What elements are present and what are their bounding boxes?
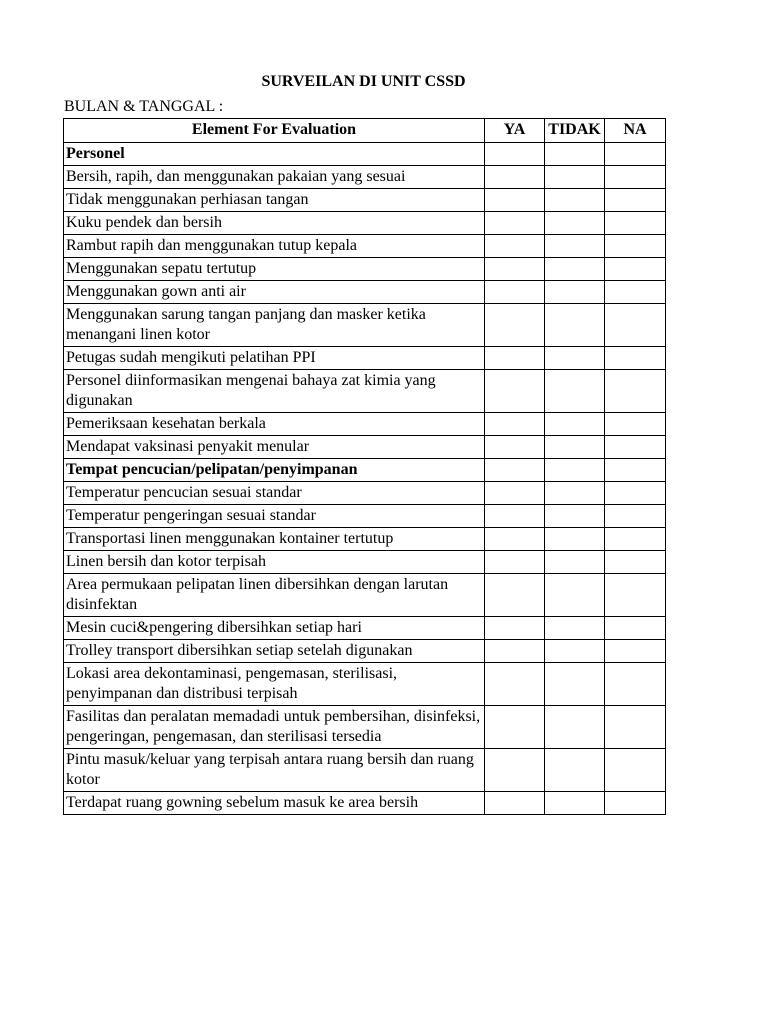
tidak-checkbox-cell[interactable] — [545, 235, 605, 258]
ya-checkbox-cell[interactable] — [485, 706, 545, 749]
table-row — [64, 189, 666, 212]
section-title: Tempat pencucian/pelipatan/penyimpanan — [64, 459, 485, 482]
tidak-checkbox-cell[interactable] — [545, 143, 605, 166]
na-checkbox-cell[interactable] — [605, 189, 666, 212]
tidak-checkbox-cell[interactable] — [545, 640, 605, 663]
ya-checkbox-cell[interactable] — [485, 663, 545, 706]
na-checkbox-cell[interactable] — [605, 212, 666, 235]
na-checkbox-cell[interactable] — [605, 640, 666, 663]
table-row — [64, 706, 666, 749]
ya-checkbox-cell[interactable] — [485, 640, 545, 663]
table-row — [64, 212, 666, 235]
na-checkbox-cell[interactable] — [605, 792, 666, 815]
header-na: NA — [605, 119, 666, 143]
na-checkbox-cell[interactable] — [605, 505, 666, 528]
table-row — [64, 574, 666, 617]
na-checkbox-cell[interactable] — [605, 749, 666, 792]
ya-checkbox-cell[interactable] — [485, 370, 545, 413]
tidak-checkbox-cell[interactable] — [545, 212, 605, 235]
table-row — [64, 617, 666, 640]
tidak-checkbox-cell[interactable] — [545, 663, 605, 706]
element-cell: Mendapat vaksinasi penyakit menular — [64, 436, 485, 459]
ya-checkbox-cell[interactable] — [485, 304, 545, 347]
table-row — [64, 528, 666, 551]
ya-checkbox-cell[interactable] — [485, 459, 545, 482]
element-cell: Linen bersih dan kotor terpisah — [64, 551, 485, 574]
na-checkbox-cell[interactable] — [605, 166, 666, 189]
header-tidak: TIDAK — [545, 119, 605, 143]
element-cell: Transportasi linen menggunakan kontainer tertutup — [64, 528, 485, 551]
tidak-checkbox-cell[interactable] — [545, 551, 605, 574]
element-cell: Temperatur pencucian sesuai standar — [64, 482, 485, 505]
ya-checkbox-cell[interactable] — [485, 574, 545, 617]
element-cell: Tidak menggunakan perhiasan tangan — [64, 189, 485, 212]
tidak-checkbox-cell[interactable] — [545, 304, 605, 347]
tidak-checkbox-cell[interactable] — [545, 706, 605, 749]
ya-checkbox-cell[interactable] — [485, 505, 545, 528]
tidak-checkbox-cell[interactable] — [545, 749, 605, 792]
table-row — [64, 370, 666, 413]
ya-checkbox-cell[interactable] — [485, 347, 545, 370]
ya-checkbox-cell[interactable] — [485, 482, 545, 505]
element-cell: Pintu masuk/keluar yang terpisah antara ruang bersih dan ruang kotor — [64, 749, 485, 792]
ya-checkbox-cell[interactable] — [485, 212, 545, 235]
ya-checkbox-cell[interactable] — [485, 436, 545, 459]
tidak-checkbox-cell[interactable] — [545, 482, 605, 505]
element-cell: Kuku pendek dan bersih — [64, 212, 485, 235]
na-checkbox-cell[interactable] — [605, 413, 666, 436]
element-cell: Personel diinformasikan mengenai bahaya zat kimia yang digunakan — [64, 370, 485, 413]
tidak-checkbox-cell[interactable] — [545, 617, 605, 640]
page-title: SURVEILAN DI UNIT CSSD — [261, 73, 466, 90]
na-checkbox-cell[interactable] — [605, 304, 666, 347]
table-row — [64, 663, 666, 706]
ya-checkbox-cell[interactable] — [485, 235, 545, 258]
header-ya: YA — [485, 119, 545, 143]
na-checkbox-cell[interactable] — [605, 347, 666, 370]
tidak-checkbox-cell[interactable] — [545, 505, 605, 528]
tidak-checkbox-cell[interactable] — [545, 436, 605, 459]
na-checkbox-cell[interactable] — [605, 482, 666, 505]
section-title: Personel — [64, 143, 485, 166]
na-checkbox-cell[interactable] — [605, 143, 666, 166]
tidak-checkbox-cell[interactable] — [545, 413, 605, 436]
element-cell: Mesin cuci&pengering dibersihkan setiap hari — [64, 617, 485, 640]
table-row — [64, 436, 666, 459]
table-row — [64, 304, 666, 347]
tidak-checkbox-cell[interactable] — [545, 166, 605, 189]
section-row — [64, 459, 666, 482]
na-checkbox-cell[interactable] — [605, 551, 666, 574]
na-checkbox-cell[interactable] — [605, 574, 666, 617]
element-cell: Terdapat ruang gowning sebelum masuk ke area bersih — [64, 792, 485, 815]
ya-checkbox-cell[interactable] — [485, 281, 545, 304]
table-row — [64, 166, 666, 189]
element-cell: Lokasi area dekontaminasi, pengemasan, sterilisasi, penyimpanan dan distribusi terpisah — [64, 663, 485, 706]
na-checkbox-cell[interactable] — [605, 528, 666, 551]
table-row — [64, 749, 666, 792]
ya-checkbox-cell[interactable] — [485, 551, 545, 574]
ya-checkbox-cell[interactable] — [485, 166, 545, 189]
tidak-checkbox-cell[interactable] — [545, 370, 605, 413]
tidak-checkbox-cell[interactable] — [545, 189, 605, 212]
table-row — [64, 505, 666, 528]
na-checkbox-cell[interactable] — [605, 706, 666, 749]
element-cell: Area permukaan pelipatan linen dibersihkan dengan larutan disinfektan — [64, 574, 485, 617]
na-checkbox-cell[interactable] — [605, 663, 666, 706]
tidak-checkbox-cell[interactable] — [545, 281, 605, 304]
table-row — [64, 482, 666, 505]
table-row — [64, 640, 666, 663]
table-row — [64, 258, 666, 281]
header-element: Element For Evaluation — [64, 119, 485, 143]
table-row — [64, 347, 666, 370]
element-cell: Menggunakan sepatu tertutup — [64, 258, 485, 281]
na-checkbox-cell[interactable] — [605, 459, 666, 482]
element-cell: Fasilitas dan peralatan memadadi untuk pembersihan, disinfeksi, pengeringan, pengemasan, dan sterilisasi tersedia — [64, 706, 485, 749]
na-checkbox-cell[interactable] — [605, 281, 666, 304]
ya-checkbox-cell[interactable] — [485, 143, 545, 166]
tidak-checkbox-cell[interactable] — [545, 792, 605, 815]
element-cell: Pemeriksaan kesehatan berkala — [64, 413, 485, 436]
tidak-checkbox-cell[interactable] — [545, 574, 605, 617]
na-checkbox-cell[interactable] — [605, 436, 666, 459]
na-checkbox-cell[interactable] — [605, 370, 666, 413]
ya-checkbox-cell[interactable] — [485, 792, 545, 815]
table-header-row — [64, 119, 666, 143]
tidak-checkbox-cell[interactable] — [545, 459, 605, 482]
element-cell: Temperatur pengeringan sesuai standar — [64, 505, 485, 528]
na-checkbox-cell[interactable] — [605, 617, 666, 640]
element-cell: Menggunakan sarung tangan panjang dan masker ketika menangani linen kotor — [64, 304, 485, 347]
ya-checkbox-cell[interactable] — [485, 413, 545, 436]
ya-checkbox-cell[interactable] — [485, 189, 545, 212]
na-checkbox-cell[interactable] — [605, 235, 666, 258]
ya-checkbox-cell[interactable] — [485, 617, 545, 640]
element-cell: Trolley transport dibersihkan setiap setelah digunakan — [64, 640, 485, 663]
element-cell: Bersih, rapih, dan menggunakan pakaian yang sesuai — [64, 166, 485, 189]
table-row — [64, 235, 666, 258]
ya-checkbox-cell[interactable] — [485, 258, 545, 281]
element-cell: Petugas sudah mengikuti pelatihan PPI — [64, 347, 485, 370]
tidak-checkbox-cell[interactable] — [545, 528, 605, 551]
ya-checkbox-cell[interactable] — [485, 749, 545, 792]
ya-checkbox-cell[interactable] — [485, 528, 545, 551]
table-row — [64, 281, 666, 304]
tidak-checkbox-cell[interactable] — [545, 347, 605, 370]
tidak-checkbox-cell[interactable] — [545, 258, 605, 281]
element-cell: Rambut rapih dan menggunakan tutup kepala — [64, 235, 485, 258]
na-checkbox-cell[interactable] — [605, 258, 666, 281]
date-label: BULAN & TANGGAL : — [64, 98, 224, 115]
table-row — [64, 413, 666, 436]
table-row — [64, 551, 666, 574]
evaluation-table — [63, 118, 666, 815]
section-row — [64, 143, 666, 166]
element-cell: Menggunakan gown anti air — [64, 281, 485, 304]
table-row — [64, 792, 666, 815]
